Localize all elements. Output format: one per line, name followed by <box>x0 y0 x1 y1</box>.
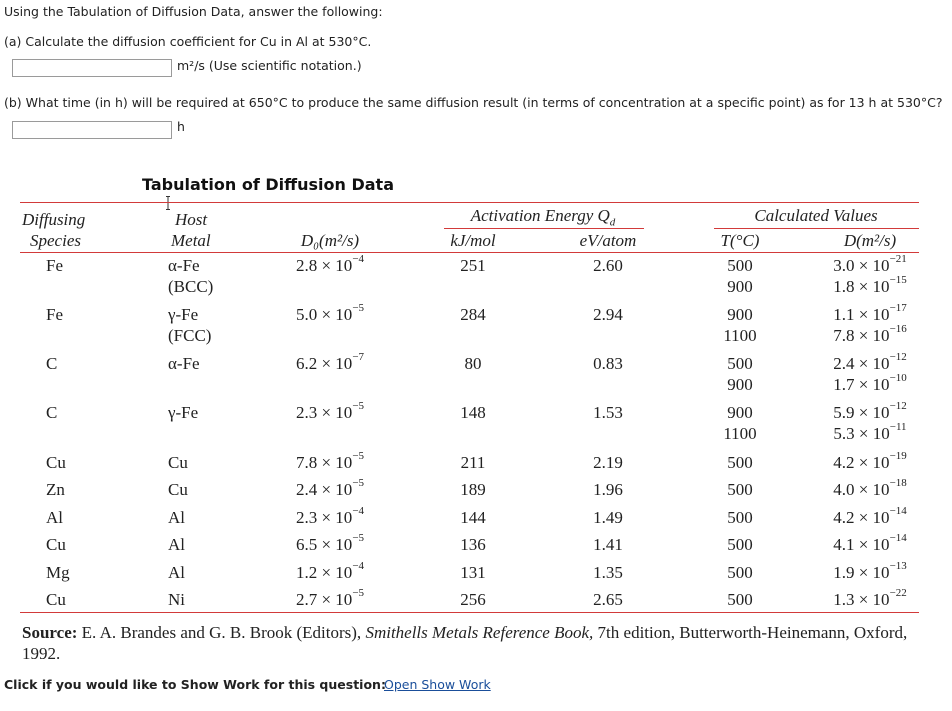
row-d0 <box>280 450 380 473</box>
row-activation-kjmol: 80 <box>464 354 482 373</box>
row-diffusion-coefficient <box>820 302 920 325</box>
row-d0-exponent: −5 <box>352 450 365 462</box>
open-show-work-link[interactable]: Open Show Work <box>384 677 491 692</box>
row-diffusion-coefficient-2-mantissa: 1.7 × 10 <box>833 375 890 394</box>
row-species: C <box>46 403 58 422</box>
row-activation-kjmol: 211 <box>460 453 486 472</box>
row-diffusion-coefficient-exponent: −13 <box>889 560 907 572</box>
row-d0-mantissa: 5.0 × 10 <box>295 305 353 324</box>
row-temperature: 500 <box>727 354 753 373</box>
row-diffusion-coefficient <box>820 400 920 423</box>
row-species: Zn <box>46 480 65 499</box>
row-diffusion-coefficient-2-exponent: −10 <box>889 372 907 384</box>
row-activation-evatom: 1.53 <box>593 403 623 422</box>
row-host-metal: Ni <box>168 590 185 609</box>
row-diffusion-coefficient-2-mantissa: 5.3 × 10 <box>833 424 890 443</box>
row-d0-mantissa: 2.4 × 10 <box>295 480 353 499</box>
row-activation-evatom: 2.94 <box>593 305 623 324</box>
row-diffusion-coefficient <box>820 253 920 276</box>
row-diffusion-coefficient-exponent: −21 <box>889 253 907 265</box>
row-host-metal: Al <box>168 508 185 527</box>
table-title: Tabulation of Diffusion Data <box>142 175 394 194</box>
header-bottom-rule <box>20 252 919 253</box>
header-evatom: eV/atom <box>579 231 637 250</box>
row-host-metal: γ-Fe <box>168 403 199 422</box>
source-text-1: E. A. Brandes and G. B. Brook (Editors), <box>77 623 366 642</box>
row-temperature: 500 <box>727 508 753 527</box>
header-activation-energy: Activation Energy $Q_d$ <box>470 206 616 229</box>
row-diffusion-coefficient-exponent: −12 <box>889 351 907 363</box>
row-diffusion-coefficient-2-exponent: −15 <box>889 274 907 286</box>
row-d0 <box>280 560 380 583</box>
row-diffusion-coefficient-mantissa: 4.0 × 10 <box>833 480 890 499</box>
row-diffusion-coefficient-exponent: −14 <box>889 505 907 517</box>
part-b-question: (b) What time (in h) will be required at 650°C to produce the same diffusion result (in terms of concentration at a specific point) as for 13 h at 530°C? <box>4 95 943 110</box>
row-d0-mantissa: 2.8 × 10 <box>295 256 353 275</box>
row-activation-kjmol: 144 <box>460 508 486 527</box>
row-host-metal: Cu <box>168 453 188 472</box>
row-d0-exponent: −5 <box>352 302 365 314</box>
row-diffusion-coefficient-2 <box>820 274 920 297</box>
row-diffusion-coefficient <box>820 477 920 500</box>
row-d0-mantissa: 6.2 × 10 <box>295 354 353 373</box>
row-species: Fe <box>46 256 63 275</box>
row-d0 <box>280 587 380 610</box>
header-host: Host <box>175 210 208 229</box>
row-diffusion-coefficient-mantissa: 1.3 × 10 <box>833 590 890 609</box>
source-label: Source: <box>22 623 78 642</box>
calculated-group-rule <box>714 228 919 229</box>
row-diffusion-coefficient-2 <box>820 421 920 444</box>
row-activation-kjmol: 284 <box>460 305 486 324</box>
row-d0-mantissa: 7.8 × 10 <box>295 453 353 472</box>
row-temperature: 500 <box>727 480 753 499</box>
row-species: Al <box>46 508 63 527</box>
row-diffusion-coefficient-exponent: −14 <box>889 532 907 544</box>
row-d0-exponent: −4 <box>352 253 365 265</box>
row-temperature-2: 1100 <box>723 424 757 443</box>
row-diffusion-coefficient-exponent: −19 <box>889 450 907 462</box>
row-activation-kjmol: 131 <box>460 563 486 582</box>
row-activation-evatom: 2.65 <box>593 590 623 609</box>
row-d0 <box>280 351 380 374</box>
row-activation-evatom: 2.19 <box>593 453 623 472</box>
part-a-question: (a) Calculate the diffusion coefficient for Cu in Al at 530°C. <box>4 34 372 49</box>
row-host-metal: Cu <box>168 480 188 499</box>
row-host-metal: α-Fe <box>168 354 200 373</box>
header-kjmol: kJ/mol <box>450 231 496 250</box>
row-temperature: 500 <box>727 590 753 609</box>
row-activation-evatom: 1.35 <box>593 563 623 582</box>
row-diffusion-coefficient-mantissa: 1.1 × 10 <box>833 305 890 324</box>
row-activation-kjmol: 136 <box>460 535 486 554</box>
header-metal: Metal <box>171 231 211 250</box>
row-diffusion-coefficient-mantissa: 2.4 × 10 <box>833 354 890 373</box>
row-diffusion-coefficient <box>820 532 920 555</box>
row-temperature: 500 <box>727 453 753 472</box>
row-diffusion-coefficient-2-exponent: −16 <box>889 323 907 335</box>
row-diffusion-coefficient-mantissa: 5.9 × 10 <box>833 403 890 422</box>
row-diffusion-coefficient-exponent: −12 <box>889 400 907 412</box>
row-temperature: 900 <box>727 305 753 324</box>
source-book: Smithells Metals Reference Book, <box>365 623 594 642</box>
row-d0-exponent: −7 <box>352 351 365 363</box>
row-species: Mg <box>46 563 70 582</box>
row-species: C <box>46 354 58 373</box>
row-host-metal: Al <box>168 563 185 582</box>
row-temperature: 500 <box>727 563 753 582</box>
row-activation-evatom: 1.49 <box>593 508 623 527</box>
row-diffusion-coefficient-2-mantissa: 1.8 × 10 <box>833 277 890 296</box>
row-activation-evatom: 1.41 <box>593 535 623 554</box>
row-host-structure: (FCC) <box>168 326 212 345</box>
row-d0-mantissa: 2.3 × 10 <box>295 403 353 422</box>
row-temperature-2: 900 <box>727 277 753 296</box>
row-activation-evatom: 0.83 <box>593 354 623 373</box>
row-host-metal: α-Fe <box>168 256 200 275</box>
row-activation-evatom: 1.96 <box>593 480 623 499</box>
row-diffusion-coefficient-mantissa: 4.2 × 10 <box>833 508 890 527</box>
row-d0 <box>280 400 380 423</box>
header-diffusing: Diffusing <box>22 210 86 229</box>
row-activation-evatom: 2.60 <box>593 256 623 275</box>
row-diffusion-coefficient-exponent: −17 <box>889 302 907 314</box>
row-species: Cu <box>46 453 66 472</box>
row-host-structure: (BCC) <box>168 277 214 296</box>
header-calculated-values: Calculated Values <box>754 206 878 225</box>
row-d0-exponent: −5 <box>352 400 365 412</box>
row-d0-mantissa: 1.2 × 10 <box>295 563 353 582</box>
row-temperature: 500 <box>727 535 753 554</box>
row-d0-mantissa: 6.5 × 10 <box>295 535 353 554</box>
row-diffusion-coefficient <box>820 587 920 610</box>
row-d0-exponent: −4 <box>352 505 365 517</box>
row-temperature-2: 1100 <box>723 326 757 345</box>
header-d0: D₀(m²/s) <box>300 231 360 250</box>
row-diffusion-coefficient <box>820 450 920 473</box>
intro-text: Using the Tabulation of Diffusion Data, answer the following: <box>4 4 383 19</box>
row-d0 <box>280 505 380 528</box>
row-host-metal: γ-Fe <box>168 305 199 324</box>
row-temperature: 900 <box>727 403 753 422</box>
table-top-rule <box>20 202 919 203</box>
row-d0-exponent: −5 <box>352 532 365 544</box>
row-d0 <box>280 302 380 325</box>
row-d0-mantissa: 2.7 × 10 <box>295 590 353 609</box>
row-species: Cu <box>46 590 66 609</box>
row-species: Cu <box>46 535 66 554</box>
row-diffusion-coefficient <box>820 505 920 528</box>
header-d: D(m²/s) <box>843 231 897 250</box>
row-activation-kjmol: 256 <box>460 590 486 609</box>
row-diffusion-coefficient-mantissa: 3.0 × 10 <box>833 256 890 275</box>
header-species: Species <box>30 231 81 250</box>
row-diffusion-coefficient <box>820 560 920 583</box>
show-work-prompt: Click if you would like to Show Work for this question: <box>4 677 386 692</box>
row-d0-mantissa: 2.3 × 10 <box>295 508 353 527</box>
row-diffusion-coefficient-mantissa: 1.9 × 10 <box>833 563 890 582</box>
row-diffusion-coefficient <box>820 351 920 374</box>
table-source <box>22 622 922 664</box>
row-d0 <box>280 253 380 276</box>
activation-group-rule <box>444 228 644 229</box>
row-species: Fe <box>46 305 63 324</box>
row-d0 <box>280 532 380 555</box>
row-diffusion-coefficient-2-exponent: −11 <box>889 421 907 433</box>
row-diffusion-coefficient-2 <box>820 323 920 346</box>
row-diffusion-coefficient-mantissa: 4.2 × 10 <box>833 453 890 472</box>
row-activation-kjmol: 148 <box>460 403 486 422</box>
row-d0 <box>280 477 380 500</box>
row-diffusion-coefficient-mantissa: 4.1 × 10 <box>833 535 890 554</box>
row-diffusion-coefficient-exponent: −18 <box>889 477 907 489</box>
row-d0-exponent: −5 <box>352 477 365 489</box>
row-activation-kjmol: 189 <box>460 480 486 499</box>
row-diffusion-coefficient-2 <box>820 372 920 395</box>
part-b-unit: h <box>177 119 185 134</box>
table-bottom-rule <box>20 612 919 613</box>
row-d0-exponent: −5 <box>352 587 365 599</box>
row-temperature-2: 900 <box>727 375 753 394</box>
row-activation-kjmol: 251 <box>460 256 486 275</box>
source-text-2: 7th edition, Butterworth-Heinemann, Oxford, 1992. <box>22 623 908 663</box>
row-diffusion-coefficient-exponent: −22 <box>889 587 907 599</box>
row-diffusion-coefficient-2-mantissa: 7.8 × 10 <box>833 326 890 345</box>
row-temperature: 500 <box>727 256 753 275</box>
part-a-unit: m²/s (Use scientific notation.) <box>177 58 362 73</box>
header-temperature: T(°C) <box>720 231 760 250</box>
row-d0-exponent: −4 <box>352 560 365 572</box>
row-host-metal: Al <box>168 535 185 554</box>
